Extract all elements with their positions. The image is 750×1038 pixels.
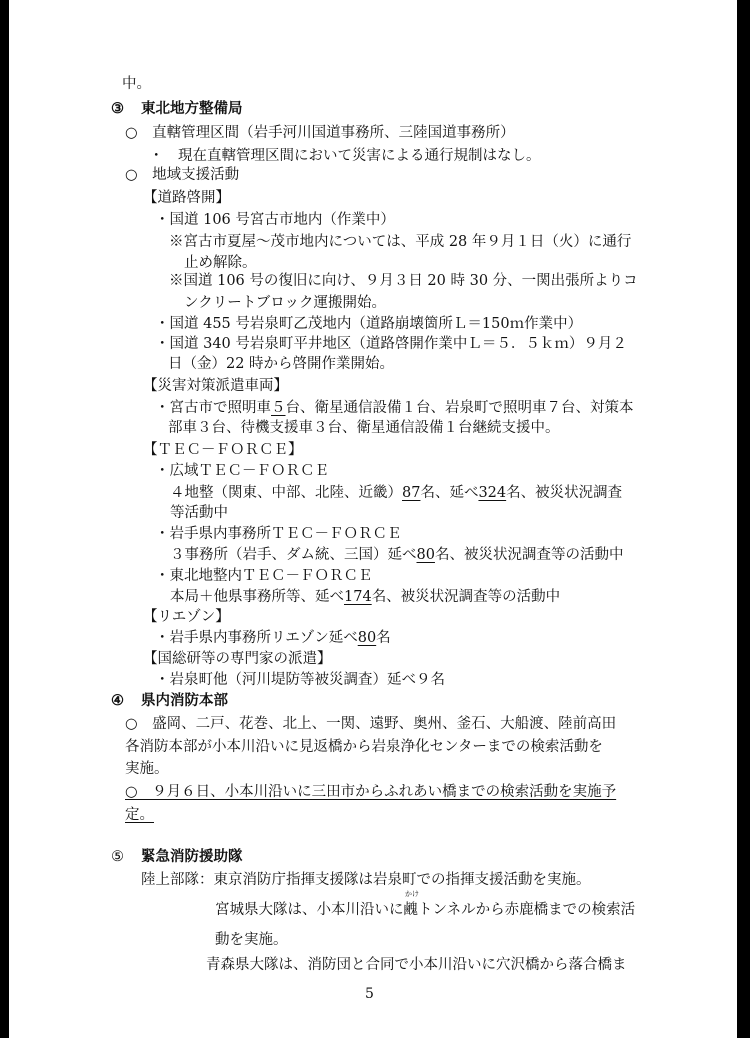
underlined-number: 80 — [357, 630, 377, 646]
kanji-with-ruby: 䴜 — [403, 902, 418, 918]
text-line: ・広域ＴＥＣ－ＦＯＲＣＥ — [155, 463, 329, 479]
underlined-text: ○ ９月６日、小本川沿いに三田市からふれあい橋までの検索活動を実施予 — [125, 784, 617, 800]
subsection-heading: 【国総研等の専門家の派遣】 — [143, 651, 332, 667]
document-page — [9, 0, 737, 1038]
underlined-number: 80 — [416, 547, 435, 563]
text-line: 部車３台、待機支援車３台、衛星通信設備１台継続支援中。 — [168, 420, 560, 436]
text-line: ○ 地域支援活動 — [125, 167, 240, 183]
section-number: ⑤ — [111, 849, 124, 865]
text-line: ンクリートブロック運搬開始。 — [184, 295, 386, 311]
subsection-heading: 【災害対策派遣車両】 — [143, 378, 288, 394]
section-number: ③ — [111, 100, 124, 117]
text-line: 日（金）22 時から啓開作業開始。 — [168, 356, 395, 372]
text-line — [125, 805, 154, 825]
subsection-heading: 【道路啓開】 — [143, 190, 230, 206]
section-heading: 県内消防本部 — [141, 692, 228, 709]
text-line: 動を実施。 — [215, 932, 288, 948]
text-line: 本局＋他県事務所等、延べ174名、被災状況調査等の活動中 — [170, 589, 561, 605]
section-heading: 東北地方整備局 — [141, 100, 243, 117]
text-line: ３事務所（岩手、ダム統、三国）延べ80名、被災状況調査等の活動中 — [170, 547, 624, 563]
text-line: ・岩泉町他（河川堤防等被災調査）延べ９名 — [155, 672, 445, 688]
ruby-annotation: かけ — [405, 890, 419, 898]
text-line: ・国道 106 号宮古市地内（作業中） — [155, 212, 395, 228]
text-line: 陸上部隊：東京消防庁指揮支援隊は岩泉町での指揮支援活動を実施。 — [141, 872, 591, 888]
text-line: 実施。 — [125, 761, 169, 777]
text-line: 中。 — [122, 76, 151, 92]
subsection-heading: 【リエゾン】 — [143, 609, 230, 625]
section-heading: 緊急消防援助隊 — [141, 848, 243, 865]
text-line: 止め解除。 — [184, 255, 257, 271]
underlined-number: 324 — [478, 485, 507, 501]
underlined-number: 87 — [402, 485, 421, 501]
text-line: ・国道 455 号岩泉町乙茂地内（道路崩壊箇所Ｌ＝150ｍ作業中） — [155, 316, 583, 332]
underlined-text: 定。 — [125, 807, 154, 823]
underlined-number: ５ — [271, 400, 286, 416]
text-line: ・岩手県内事務所リエゾン延べ80名 — [155, 630, 391, 646]
text-line: ４地整（関東、中部、北陸、近畿）87名、延べ324名、被災状況調査 — [170, 485, 623, 501]
text-line: 各消防本部が小本川沿いに見返橋から岩泉浄化センターまでの検索活動を — [125, 739, 603, 755]
text-line: ○ 盛岡、二戸、花巻、北上、一関、遠野、奥州、釜石、大船渡、陸前高田 — [125, 716, 617, 732]
text-line: ・ 現在直轄管理区間において災害による通行規制はなし。 — [149, 148, 541, 164]
text-line: ※宮古市夏屋～茂市地内については、平成 28 年９月１日（火）に通行 — [169, 234, 632, 250]
underlined-number: 174 — [344, 589, 372, 605]
text-line: ・国道 340 号岩泉町平井地区（道路啓開作業中Ｌ＝５．５ｋｍ）９月２ — [155, 336, 627, 352]
text-line — [125, 782, 616, 802]
text-line: 青森県大隊は、消防団と合同で小本川沿いに穴沢橋から落合橋ま — [206, 957, 627, 973]
text-line: 宮城県大隊は、小本川沿いに䴜トンネルから赤鹿橋までの検索活 — [215, 902, 636, 918]
page-number: 5 — [365, 986, 374, 1002]
text-line: ※国道 106 号の復旧に向け、９月３日 20 時 30 分、一関出張所よりコ — [169, 273, 638, 289]
text-line: 等活動中 — [170, 505, 228, 521]
text-line: ○ 直轄管理区間（岩手河川国道事務所、三陸国道事務所） — [125, 125, 515, 141]
text-line: ・岩手県内事務所ＴＥＣ－ＦＯＲＣＥ — [155, 526, 402, 542]
text-line: ・宮古市で照明車５台、衛星通信設備１台、岩泉町で照明車７台、対策本 — [155, 400, 634, 416]
section-number: ④ — [111, 692, 124, 709]
subsection-heading: 【ＴＥＣ－ＦＯＲＣＥ】 — [143, 442, 303, 458]
text-line: ・東北地整内ＴＥＣ－ＦＯＲＣＥ — [155, 568, 373, 584]
